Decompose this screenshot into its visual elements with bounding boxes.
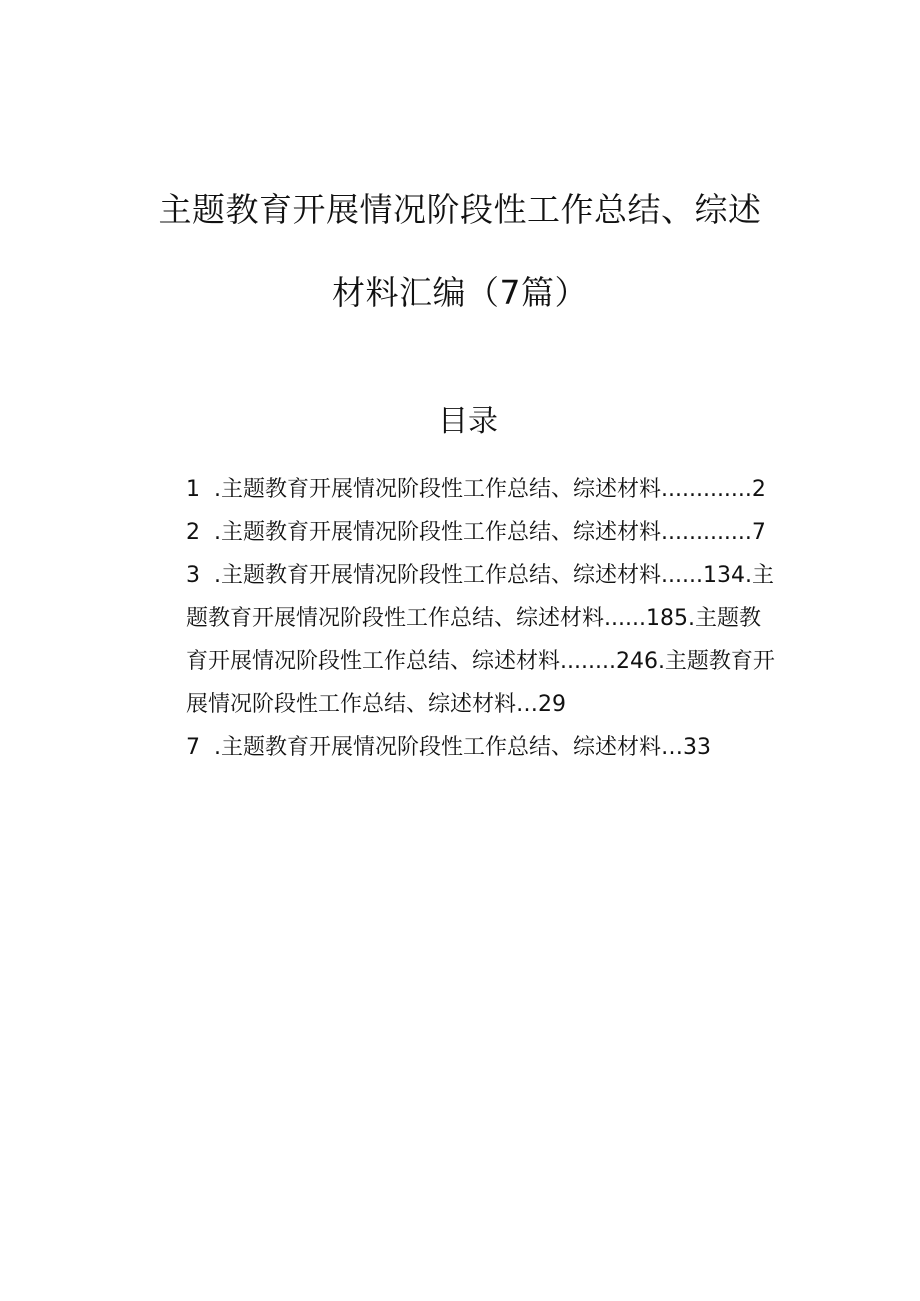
toc-entry-text: .主题教育开展情况阶段性工作总结、综述材料.............2 [214, 477, 766, 502]
toc-entry-number: 2 [186, 520, 200, 545]
toc-entry-3[interactable] [186, 554, 786, 597]
toc-entry-number: 7 [186, 735, 200, 760]
toc-entry-continuation[interactable] [186, 597, 786, 640]
toc-entry-7[interactable] [186, 726, 786, 769]
document-title-line-1: 主题教育开展情况阶段性工作总结、综述 [158, 190, 762, 229]
toc-entry-text: 题教育开展情况阶段性工作总结、综述材料......185.主题教 [186, 606, 761, 631]
toc-entry-text: .主题教育开展情况阶段性工作总结、综述材料…33 [214, 735, 711, 760]
toc-entry-2[interactable] [186, 511, 786, 554]
table-of-contents [186, 468, 786, 769]
toc-entry-number: 3 [186, 563, 200, 588]
document-title-line-2: 材料汇编（7篇） [332, 273, 588, 312]
toc-entry-continuation[interactable] [186, 683, 786, 726]
toc-heading: 目录 [438, 404, 498, 439]
toc-entry-text: 育开展情况阶段性工作总结、综述材料........246.主题教育开 [186, 649, 775, 674]
toc-entry-continuation[interactable] [186, 640, 786, 683]
toc-entry-text: 展情况阶段性工作总结、综述材料…29 [186, 692, 566, 717]
toc-entry-1[interactable] [186, 468, 786, 511]
toc-entry-text: .主题教育开展情况阶段性工作总结、综述材料......134.主 [214, 563, 774, 588]
toc-entry-text: .主题教育开展情况阶段性工作总结、综述材料.............7 [214, 520, 766, 545]
toc-entry-number: 1 [186, 477, 200, 502]
